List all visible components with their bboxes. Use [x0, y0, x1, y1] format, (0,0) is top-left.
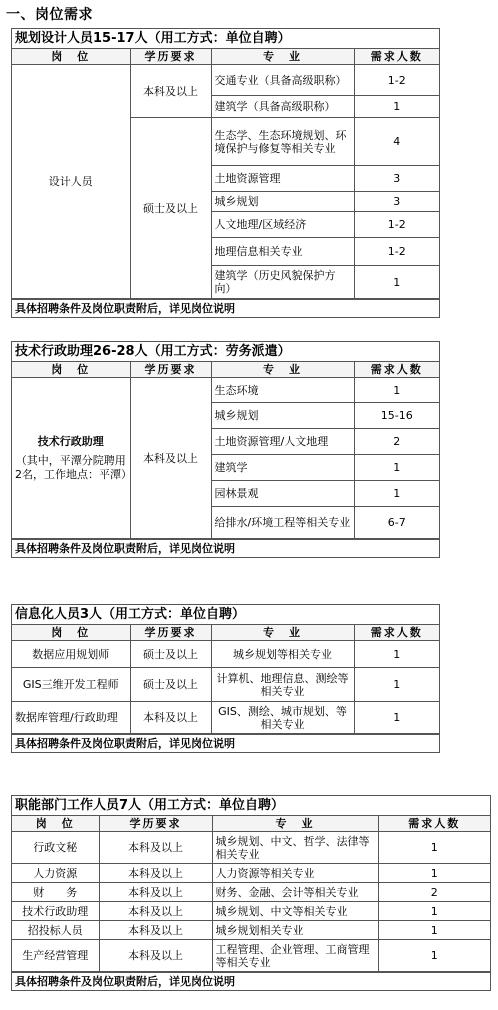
education-cell: 本科及以上 — [99, 864, 212, 883]
position-cell: 行政文秘 — [12, 832, 99, 864]
block-footer: 具体招聘条件及岗位职责附后，详见岗位说明 — [12, 299, 439, 317]
count-cell: 1 — [354, 378, 439, 403]
position-cell: 设计人员 — [12, 65, 130, 299]
count-cell: 1 — [354, 641, 439, 668]
header-count: 需求人数 — [354, 49, 439, 65]
count-cell: 1 — [354, 96, 439, 118]
major-cell: 建筑学（历史风貌保护方向） — [211, 266, 354, 299]
tech-admin-table — [12, 362, 439, 539]
major-cell: 土地资源管理 — [211, 166, 354, 192]
header-position: 岗 位 — [12, 49, 130, 65]
header-position: 岗 位 — [12, 362, 130, 378]
header-education: 学历要求 — [130, 49, 211, 65]
count-cell: 1 — [354, 668, 439, 702]
education-cell: 本科及以上 — [99, 902, 212, 921]
count-cell: 1-2 — [354, 238, 439, 266]
header-position: 岗 位 — [12, 625, 130, 641]
major-cell: 交通专业（具备高级职称） — [211, 65, 354, 96]
count-cell: 1 — [354, 481, 439, 507]
position-cell: 数据库管理/行政助理 — [12, 702, 130, 734]
education-cell: 本科及以上 — [130, 65, 211, 118]
position-note: （其中，平潭分院聘用2名，工作地点：平潭） — [15, 453, 132, 481]
position-cell: 财 务 — [12, 883, 99, 902]
major-cell: 财务、金融、会计等相关专业 — [212, 883, 378, 902]
header-count: 需求人数 — [354, 625, 439, 641]
count-cell: 1 — [378, 864, 490, 883]
major-cell: 计算机、地理信息、测绘等相关专业 — [211, 668, 354, 702]
major-cell: 城乡规划等相关专业 — [211, 641, 354, 668]
count-cell: 1 — [378, 921, 490, 940]
count-cell: 4 — [354, 118, 439, 166]
count-cell: 15-16 — [354, 403, 439, 429]
major-cell: 人力资源等相关专业 — [212, 864, 378, 883]
education-cell: 本科及以上 — [99, 940, 212, 972]
major-cell: 人文地理/区域经济 — [211, 212, 354, 238]
block-title: 技术行政助理26-28人（用工方式：劳务派遣） — [12, 342, 439, 362]
position-cell: 数据应用规划师 — [12, 641, 130, 668]
major-cell: 园林景观 — [211, 481, 354, 507]
education-cell: 本科及以上 — [99, 832, 212, 864]
position-cell — [12, 378, 130, 539]
tech-admin-block — [11, 341, 440, 558]
count-cell: 1 — [378, 940, 490, 972]
header-major: 专 业 — [211, 362, 354, 378]
major-cell: 城乡规划 — [211, 192, 354, 212]
block-title: 信息化人员3人（用工方式：单位自聘） — [12, 605, 439, 625]
count-cell: 2 — [378, 883, 490, 902]
header-count: 需求人数 — [378, 816, 490, 832]
header-education: 学历要求 — [130, 362, 211, 378]
education-cell: 本科及以上 — [130, 702, 211, 734]
count-cell: 6-7 — [354, 507, 439, 539]
position-name: 技术行政助理 — [37, 434, 104, 448]
header-position: 岗 位 — [12, 816, 99, 832]
major-cell: 生态学、生态环境规划、环境保护与修复等相关专业 — [211, 118, 354, 166]
major-cell: 城乡规划、中文等相关专业 — [212, 902, 378, 921]
position-cell: 招投标人员 — [12, 921, 99, 940]
major-cell: 城乡规划、中文、哲学、法律等相关专业 — [212, 832, 378, 864]
block-title: 规划设计人员15-17人（用工方式：单位自聘） — [12, 29, 439, 49]
position-cell: 人力资源 — [12, 864, 99, 883]
education-cell: 本科及以上 — [130, 378, 211, 539]
count-cell: 1 — [378, 902, 490, 921]
header-education: 学历要求 — [99, 816, 212, 832]
count-cell: 3 — [354, 166, 439, 192]
section-heading: 一、岗位需求 — [6, 7, 93, 23]
education-cell: 本科及以上 — [99, 883, 212, 902]
count-cell: 1 — [354, 266, 439, 299]
block-title: 职能部门工作人员7人（用工方式：单位自聘） — [12, 796, 490, 816]
function-staff-block — [11, 795, 491, 991]
education-cell: 硕士及以上 — [130, 668, 211, 702]
major-cell: 土地资源管理/人文地理 — [211, 429, 354, 455]
count-cell: 3 — [354, 192, 439, 212]
count-cell: 1 — [354, 702, 439, 734]
major-cell: 城乡规划 — [211, 403, 354, 429]
position-cell: 技术行政助理 — [12, 902, 99, 921]
block-footer: 具体招聘条件及岗位职责附后，详见岗位说明 — [12, 972, 490, 990]
count-cell: 1-2 — [354, 212, 439, 238]
header-major: 专 业 — [212, 816, 378, 832]
major-cell: 给排水/环境工程等相关专业 — [211, 507, 354, 539]
header-count: 需求人数 — [354, 362, 439, 378]
major-cell: 地理信息相关专业 — [211, 238, 354, 266]
major-cell: 生态环境 — [211, 378, 354, 403]
major-cell: 城乡规划相关专业 — [212, 921, 378, 940]
major-cell: 建筑学 — [211, 455, 354, 481]
major-cell: 建筑学（具备高级职称） — [211, 96, 354, 118]
block-footer: 具体招聘条件及岗位职责附后，详见岗位说明 — [12, 734, 439, 752]
header-major: 专 业 — [211, 625, 354, 641]
count-cell: 2 — [354, 429, 439, 455]
function-staff-table — [12, 816, 490, 972]
major-cell: GIS、测绘、城市规划、等相关专业 — [211, 702, 354, 734]
header-major: 专 业 — [211, 49, 354, 65]
design-staff-block — [11, 28, 440, 318]
position-cell: 生产经营管理 — [12, 940, 99, 972]
count-cell: 1 — [378, 832, 490, 864]
header-education: 学历要求 — [130, 625, 211, 641]
it-staff-block — [11, 604, 440, 753]
education-cell: 硕士及以上 — [130, 118, 211, 299]
count-cell: 1-2 — [354, 65, 439, 96]
major-cell: 工程管理、企业管理、工商管理等相关专业 — [212, 940, 378, 972]
it-staff-table — [12, 625, 439, 734]
position-cell: GIS三维开发工程师 — [12, 668, 130, 702]
education-cell: 本科及以上 — [99, 921, 212, 940]
design-staff-table — [12, 49, 439, 299]
block-footer: 具体招聘条件及岗位职责附后，详见岗位说明 — [12, 539, 439, 557]
education-cell: 硕士及以上 — [130, 641, 211, 668]
count-cell: 1 — [354, 455, 439, 481]
